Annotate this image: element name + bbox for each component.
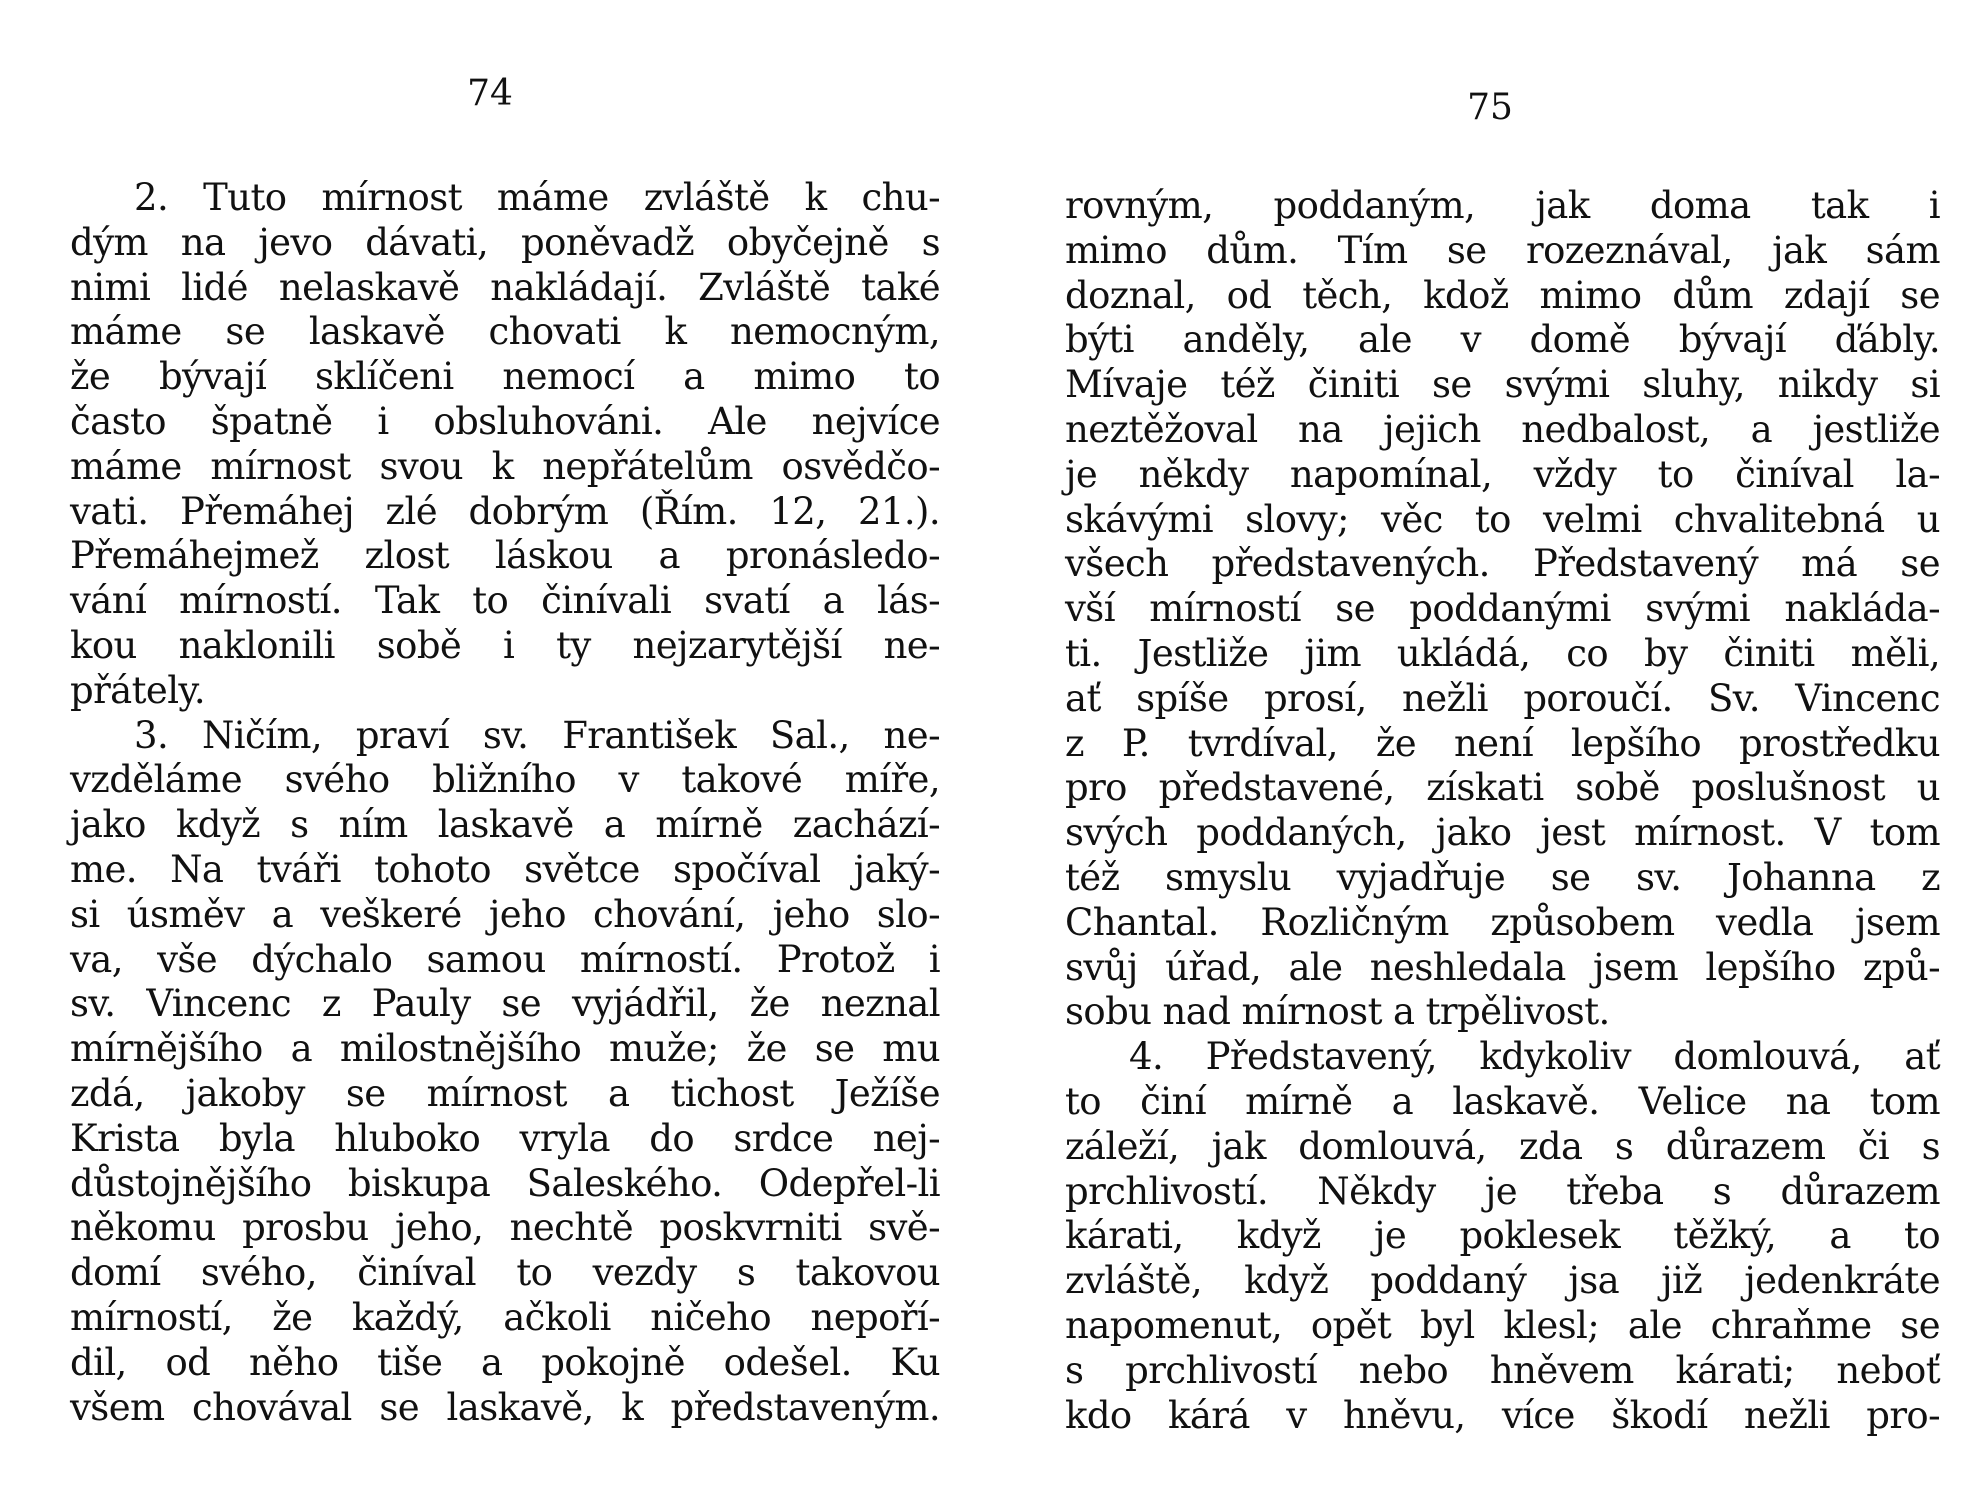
left-page	[70, 0, 940, 1500]
text-line: va, vše dýchalo samou mírností. Protož i	[70, 937, 940, 981]
text-line: je někdy napomínal, vždy to činíval la-	[1065, 452, 1940, 496]
text-line: všech představených. Představený má se	[1065, 542, 1940, 586]
text-line: vší mírností se poddanými svými nakláda-	[1065, 587, 1940, 631]
text-line: máme mírnost svou k nepřátelům osvědčo-	[70, 444, 940, 488]
text-line: býti anděly, ale v domě bývají ďábly.	[1065, 318, 1940, 362]
text-line: že bývají sklíčeni nemocí a mimo to	[70, 355, 940, 399]
text-line: zdá, jakoby se mírnost a tichost Ježíše	[70, 1071, 940, 1115]
text-line: ať spíše prosí, nežli poroučí. Sv. Vincenc	[1065, 676, 1940, 720]
text-line: svých poddaných, jako jest mírnost. V tom	[1065, 811, 1940, 855]
text-line: vati. Přemáhej zlé dobrým (Řím. 12, 21.).	[70, 489, 940, 533]
text-line: důstojnějšího biskupa Saleského. Odepřel-li	[70, 1161, 940, 1205]
text-line: neztěžoval na jejich nedbalost, a jestliže	[1065, 407, 1940, 451]
text-line: dým na jevo dávati, poněvadž obyčejně s	[70, 220, 940, 264]
text-line: též smyslu vyjadřuje se sv. Johanna z	[1065, 855, 1940, 899]
text-line: kou naklonili sobě i ty nejzarytější ne-	[70, 623, 940, 667]
text-line: jako když s ním laskavě a mírně zachází-	[70, 803, 940, 847]
page-number: 75	[1467, 87, 1513, 128]
text-line: 3. Ničím, praví sv. František Sal., ne-	[134, 713, 940, 757]
page-text	[70, 176, 940, 1430]
text-line: přátely.	[70, 668, 205, 712]
text-line: mírností, že každý, ačkoli ničeho nepoří-	[70, 1295, 940, 1339]
right-page	[1065, 0, 1940, 1500]
text-line: často špatně i obsluhováni. Ale nejvíce	[70, 399, 940, 443]
text-line: vání mírností. Tak to činívali svatí a lás-	[70, 579, 940, 623]
text-line: pro představené, získati sobě poslušnost u	[1065, 766, 1940, 810]
text-line: 2. Tuto mírnost máme zvláště k chu-	[134, 176, 940, 219]
text-line: s prchlivostí nebo hněvem kárati; neboť	[1065, 1348, 1940, 1392]
text-line: nimi lidé nelaskavě nakládají. Zvláště také	[70, 265, 940, 309]
text-line: Krista byla hluboko vryla do srdce nej-	[70, 1116, 940, 1160]
text-line: záleží, jak domlouvá, zda s důrazem či s	[1065, 1124, 1940, 1168]
text-line: Chantal. Rozličným způsobem vedla jsem	[1065, 900, 1940, 944]
text-line: sv. Vincenc z Pauly se vyjádřil, že neznal	[70, 982, 940, 1026]
text-line: kárati, když je poklesek těžký, a to	[1065, 1214, 1940, 1258]
page-text	[1065, 184, 1940, 1438]
text-line: ti. Jestliže jim ukládá, co by činiti měli,	[1065, 631, 1940, 675]
text-line: to činí mírně a laskavě. Velice na tom	[1065, 1079, 1940, 1123]
text-line: kdo kárá v hněvu, více škodí nežli pro-	[1065, 1393, 1940, 1437]
text-line: dil, od něho tiše a pokojně odešel. Ku	[70, 1340, 940, 1384]
text-line: doznal, od těch, kdož mimo dům zdají se	[1065, 273, 1940, 317]
text-line: máme se laskavě chovati k nemocným,	[70, 310, 940, 354]
text-line: vzděláme svého bližního v takové míře,	[70, 758, 940, 802]
text-line: domí svého, činíval to vezdy s takovou	[70, 1251, 940, 1295]
text-line: si úsměv a veškeré jeho chování, jeho slo-	[70, 892, 940, 936]
text-line: z P. tvrdíval, že není lepšího prostředku	[1065, 721, 1940, 765]
text-line: skávými slovy; věc to velmi chvalitebná u	[1065, 497, 1940, 541]
text-line: všem chovával se laskavě, k představeným.	[70, 1385, 940, 1429]
text-line: prchlivostí. Někdy je třeba s důrazem	[1065, 1169, 1940, 1213]
text-line: svůj úřad, ale neshledala jsem lepšího způ-	[1065, 945, 1940, 989]
text-line: mírnějšího a milostnějšího muže; že se mu	[70, 1027, 940, 1071]
text-line: sobu nad mírnost a trpělivost.	[1065, 990, 1610, 1034]
text-line: mimo dům. Tím se rozeznával, jak sám	[1065, 228, 1940, 272]
text-line: 4. Představený, kdykoliv domlouvá, ať	[1129, 1035, 1940, 1079]
text-line: Mívaje též činiti se svými sluhy, nikdy si	[1065, 363, 1940, 407]
text-line: někomu prosbu jeho, nechtě poskvrniti svě-	[70, 1206, 940, 1250]
page-number: 74	[467, 73, 513, 114]
text-line: me. Na tváři tohoto světce spočíval jaký-	[70, 847, 940, 891]
text-line: zvláště, když poddaný jsa již jedenkráte	[1065, 1259, 1940, 1303]
text-line: Přemáhejmež zlost láskou a pronásledo-	[70, 534, 940, 578]
text-line: napomenut, opět byl klesl; ale chraňme se	[1065, 1303, 1940, 1347]
text-line: rovným, poddaným, jak doma tak i	[1065, 184, 1940, 227]
